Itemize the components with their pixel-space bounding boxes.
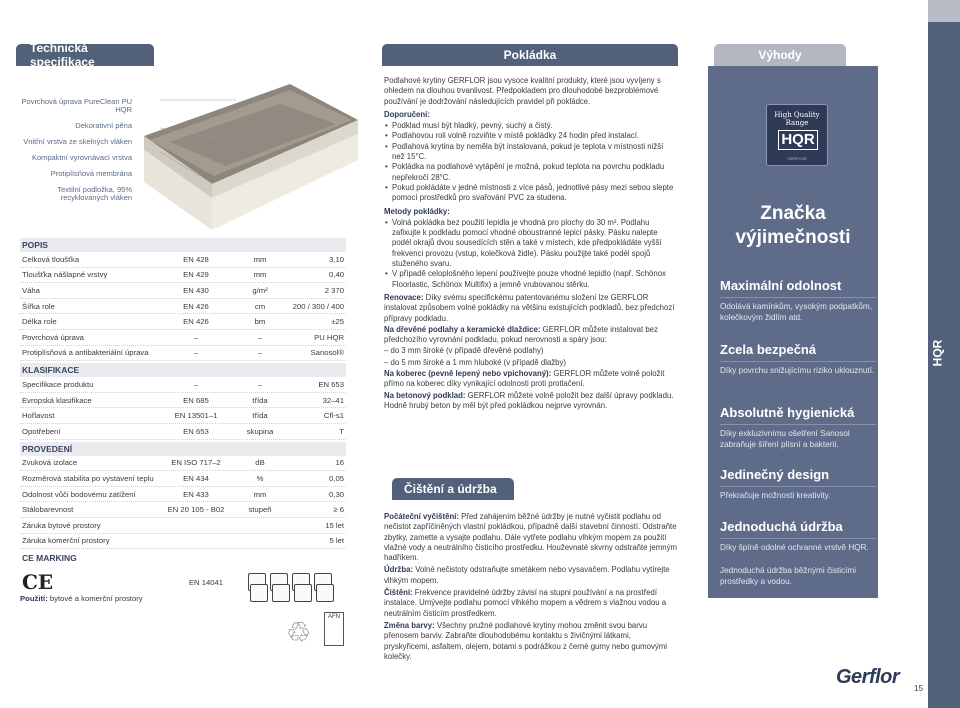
spec-value: ±25 bbox=[331, 317, 344, 327]
inline-label: Na koberec (pevně lepený nebo vpichovaný): bbox=[384, 369, 552, 379]
afnor-icon: AFN bbox=[324, 612, 344, 646]
spec-value: EN 653 bbox=[318, 379, 344, 389]
layer-label: Protiplísňová membrána bbox=[50, 169, 132, 178]
inline-label: Čištění: bbox=[384, 588, 413, 598]
hqr-badge-icon bbox=[766, 104, 828, 166]
cleaning-text bbox=[384, 512, 678, 664]
spec-unit: mm bbox=[253, 489, 267, 499]
inline-label: Údržba: bbox=[384, 565, 414, 575]
benefit-title: Absolutně hygienická bbox=[720, 405, 876, 425]
spec-label: Povrchová úprava bbox=[22, 332, 84, 342]
benefit-desc: Díky špíně odolné ochranné vrstvě HQR. bbox=[720, 543, 869, 552]
stairs-icon bbox=[294, 584, 312, 602]
spec-label: Šířka role bbox=[22, 301, 55, 311]
spec-unit: cm bbox=[254, 301, 266, 311]
installation-text bbox=[384, 76, 678, 412]
benefit-item bbox=[720, 566, 876, 587]
layer-label: Vnitřní vrstva ze skelných vláken bbox=[23, 137, 132, 146]
gerflor-logo: Gerflor bbox=[836, 666, 900, 688]
spec-row bbox=[20, 408, 346, 424]
spec-row bbox=[20, 252, 346, 268]
layer-label: Kompaktní vyrovnávací vrstva bbox=[31, 153, 132, 162]
brand-slogan: Značka výjimečnosti bbox=[735, 203, 851, 248]
spec-row bbox=[20, 314, 346, 330]
spec-standard: EN 430 bbox=[183, 285, 209, 295]
spec-standard: EN 426 bbox=[183, 317, 209, 327]
section-title: PROVEDENÍ bbox=[20, 442, 346, 456]
ce-standard: EN 14041 bbox=[188, 577, 224, 587]
benefit-desc: Odolává kamínkům, vysokým podpatkům, kolečkovým židlím atd. bbox=[720, 302, 872, 322]
spec-unit: – bbox=[257, 379, 263, 389]
list-item: • Podlahová krytina by neměla být instalovaná, pokud je teplota v místnosti nižší než 15°C. bbox=[384, 142, 678, 163]
spec-label: Odolnost vůči bodovému zatížení bbox=[22, 489, 136, 499]
benefit-item bbox=[720, 405, 876, 450]
recommendation-title: Doporučení: bbox=[384, 109, 430, 119]
spec-value: ≥ 6 bbox=[333, 505, 344, 515]
page-number: 15 bbox=[914, 684, 923, 693]
list-item: • Podlahovou roli volně rozviňte v místě pokládky 24 hodin před instalací. bbox=[384, 131, 678, 141]
commercial-icon bbox=[272, 584, 290, 602]
spec-unit: mm bbox=[253, 270, 267, 280]
benefit-item bbox=[720, 278, 876, 323]
spec-row bbox=[20, 346, 346, 362]
spec-label: Váha bbox=[22, 285, 40, 295]
tab-benefits: Výhody bbox=[714, 44, 846, 66]
spec-label: Záruka bytové prostory bbox=[22, 520, 101, 530]
spec-row bbox=[20, 534, 346, 550]
paragraph: Před zahájením běžné údržby je nutné vyčistit podlahu od nečistot zapříčiněných vlastní pokládkou, případně další stavební činností. Odstraňte zbytky, zamette a vysajte podlahu. Dále vytřete podlahu vlhkým mopem za použití vlažné vody a neutrálního čisticího prostředku. Houževnaté skvrny odstraňte jemným hadříkem. bbox=[384, 512, 677, 563]
spec-value: 16 bbox=[335, 458, 344, 468]
spec-unit: g/m² bbox=[252, 285, 268, 295]
spec-label: Zvuková izolace bbox=[22, 458, 78, 468]
spec-unit: bm bbox=[254, 317, 266, 327]
list-item: • Podklad musí být hladký, pevný, suchý a čistý. bbox=[384, 121, 678, 131]
spec-unit: dB bbox=[255, 458, 265, 468]
methods-title: Metody pokládky: bbox=[384, 206, 450, 216]
spec-value: 32–41 bbox=[322, 395, 344, 405]
benefit-item bbox=[720, 519, 876, 554]
tab-installation: Pokládka bbox=[382, 44, 678, 66]
side-stripe-top bbox=[928, 0, 960, 22]
spec-unit: – bbox=[257, 332, 263, 342]
spec-label: Specifikace produktu bbox=[22, 379, 94, 389]
spec-standard: – bbox=[193, 379, 199, 389]
spec-value: 200 / 300 / 400 bbox=[292, 301, 344, 311]
spec-standard: EN 13501–1 bbox=[174, 411, 218, 421]
spec-label: Evropská klasifikace bbox=[22, 395, 92, 405]
ce-mark: CE bbox=[22, 570, 54, 595]
badge-sub: GERFLOR bbox=[787, 156, 807, 161]
list-item: • Volná pokládka bez použití lepidla je vhodná pro plochy do 30 m². Podlahu zafixujte k podkladu pomocí vhodné oboustranné lepicí pásky. Pásku nalepte podél okrajů dvou sousedících stěn a také v místech, kde předpokládáte vyšší frekvenci provozu (vstup, kolečková židle). Pásku použijte také podél spojů stuženého svaru. bbox=[384, 218, 678, 269]
spec-value: PU HQR bbox=[314, 332, 344, 342]
spec-value: 0,40 bbox=[329, 270, 344, 280]
paragraph: – do 5 mm široké a 1 mm hluboké (v případě dlažby) bbox=[384, 357, 567, 367]
spec-label: Protiplísňová a antibakteriální úprava bbox=[22, 348, 149, 358]
layer-labels bbox=[20, 98, 132, 210]
residential-icon bbox=[250, 584, 268, 602]
side-stripe-label: HQR bbox=[930, 339, 945, 367]
spec-standard: EN 20 105 - B02 bbox=[167, 505, 225, 515]
usage-text: bytové a komerční prostory bbox=[49, 594, 143, 603]
inline-label: Na betonový podklad: bbox=[384, 390, 466, 400]
layer-label: Povrchová úprava PureClean PU HQR bbox=[21, 97, 132, 114]
layer-label: Dekorativní pěna bbox=[75, 121, 132, 130]
spec-row bbox=[20, 424, 346, 440]
spec-standard: EN ISO 717–2 bbox=[171, 458, 221, 468]
spec-value: 0,05 bbox=[329, 473, 344, 483]
floor-layers-image bbox=[140, 80, 362, 236]
spec-unit: stupeň bbox=[248, 505, 272, 515]
inline-label: Na dřevěné podlahy a keramické dlaždice: bbox=[384, 324, 541, 334]
paragraph: Volné nečistoty odstraňujte smetákem nebo vysavačem. Podlahu vytírejte vlhkým mopem. bbox=[384, 565, 670, 585]
spec-value: 3,10 bbox=[329, 254, 344, 264]
benefit-desc: Díky exkluzivnímu ošetření Sanosol zabraňuje šíření plísní a bakterií. bbox=[720, 429, 850, 449]
benefit-title: Jedinečný design bbox=[720, 467, 876, 487]
paragraph: Díky svému specifickému patentovanému složení lze GERFLOR instalovat způsobem volné pokládky na většinu existujících podkladů, bez předchozí přípravy podkladu. bbox=[384, 292, 675, 323]
spec-row bbox=[20, 377, 346, 393]
cleaning-header: Čištění a údržba bbox=[392, 478, 514, 500]
list-item: • Pokud pokládáte v jedné místnosti z více pásů, jednotlivé pásy mezi sebou slepte pomocí prostředků pro svařování PVC za studena. bbox=[384, 183, 678, 204]
spec-row bbox=[20, 487, 346, 503]
spec-label: Opotřebení bbox=[22, 426, 61, 436]
spec-label: Hořlavost bbox=[22, 411, 55, 421]
heating-icon bbox=[316, 584, 334, 602]
paragraph: GERFLOR můžete volně položit přímo na koberec díky vynikající odolnosti proti protlačení. bbox=[384, 369, 665, 389]
benefit-title: Jednoduchá údržba bbox=[720, 519, 876, 539]
list-item: • V případě celoplošného lepení používejte pouze vhodné lepidlo (např. Schönox Floorlastic, Schönox Multifix) a jemně vrubovanou stěrku. bbox=[384, 269, 678, 290]
spec-row bbox=[20, 518, 346, 534]
spec-table bbox=[20, 236, 346, 595]
spec-row bbox=[20, 330, 346, 346]
paragraph: Frekvence pravidelné údržby závisí na stupni používání a na prostředí instalace. Umývejte podlahu pomocí vlhkého mopem a vědrem s vlažnou vodou a neutrálním čisticím prostředkem. bbox=[384, 588, 667, 618]
paragraph: – do 3 mm široké (v případě dřevěné podlahy) bbox=[384, 346, 544, 356]
spec-label: Tloušťka nášlapné vrstvy bbox=[22, 270, 108, 280]
spec-standard: EN 428 bbox=[183, 254, 209, 264]
spec-label: Délka role bbox=[22, 317, 57, 327]
spec-value: 0,30 bbox=[329, 489, 344, 499]
spec-label: Záruka komerční prostory bbox=[22, 536, 110, 546]
inline-label: Změna barvy: bbox=[384, 620, 435, 630]
spec-value: 2 370 bbox=[324, 285, 344, 295]
inline-label: Renovace: bbox=[384, 292, 424, 302]
spec-unit: % bbox=[256, 473, 264, 483]
spec-row bbox=[20, 502, 346, 518]
benefit-desc: Jednoduchá údržba běžnými čisticími prostředky a vodou. bbox=[720, 566, 857, 586]
spec-value: Sanosol® bbox=[310, 348, 344, 358]
spec-unit: třída bbox=[252, 411, 268, 421]
layer-label: Textilní podložka, 95% recyklovaných vláken bbox=[57, 185, 132, 202]
spec-value: 5 let bbox=[329, 536, 344, 546]
spec-standard: EN 434 bbox=[183, 473, 209, 483]
badge-logo: HQR bbox=[778, 130, 818, 150]
spec-row bbox=[20, 268, 346, 284]
spec-standard: – bbox=[193, 348, 199, 358]
spec-unit: mm bbox=[253, 254, 267, 264]
spec-row bbox=[20, 283, 346, 299]
badge-title: High Quality Range bbox=[774, 111, 820, 127]
spec-unit: třída bbox=[252, 395, 268, 405]
install-intro: Podlahové krytiny GERFLOR jsou vysoce kvalitní produkty, které jsou vyvíjeny s ohledem na dlouhou trvanlivost. Předpokladem pro dlouhodobé bezproblémové používání je dodržování následujících pravidel při pokládce. bbox=[384, 76, 661, 106]
paragraph: GERFLOR můžete instalovat bez předchozího vyrovnání podkladu, pokud nerovnosti a spáry jsou: bbox=[384, 324, 658, 345]
spec-label: Stálobarevnost bbox=[22, 505, 74, 515]
spec-standard: EN 653 bbox=[183, 426, 209, 436]
spec-row bbox=[20, 456, 346, 472]
paragraph: GERFLOR můžete volně položit bez další úpravy podkladu. Hodně hrubý beton by měl být před pokládkou nejprve vyrovnán. bbox=[384, 390, 674, 410]
spec-value: 15 let bbox=[325, 520, 344, 530]
spec-label: Rozměrová stabilita po vystavení teplu bbox=[22, 473, 154, 483]
benefit-desc: Překračuje možnosti kreativity. bbox=[720, 491, 831, 500]
section-title: KLASIFIKACE bbox=[20, 363, 346, 377]
benefit-item bbox=[720, 342, 876, 377]
spec-row bbox=[20, 299, 346, 315]
tab-technical-spec: Technická specifikace bbox=[16, 44, 154, 66]
spec-value: Cfl-s1 bbox=[323, 411, 344, 421]
spec-unit: skupina bbox=[246, 426, 274, 436]
benefit-item bbox=[720, 467, 876, 502]
spec-unit: – bbox=[257, 348, 263, 358]
spec-row bbox=[20, 393, 346, 409]
spec-standard: – bbox=[193, 332, 199, 342]
spec-standard: EN 685 bbox=[183, 395, 209, 405]
recycle-icon: ♲ bbox=[286, 617, 312, 648]
spec-standard: EN 429 bbox=[183, 270, 209, 280]
benefit-title: Zcela bezpečná bbox=[720, 342, 876, 362]
spec-label: Celková tloušťka bbox=[22, 254, 80, 264]
section-title: CE MARKING bbox=[22, 553, 77, 564]
list-item: • Pokládka na podlahové vytápění je možná, pokud teplota na povrchu podkladu nepřekročí 28°C. bbox=[384, 162, 678, 183]
paragraph: Všechny pružné podlahové krytiny mohou změnit svou barvu přenosem barviv. Zabraňte dlouhodobému kontaktu s živičnými látkami, pryskyřicemi, asfaltem, olejem, botami s podrážkou z černé gumy nebo gumovými kolečky. bbox=[384, 620, 667, 661]
inline-label: Počáteční vyčištění: bbox=[384, 512, 459, 521]
usage bbox=[20, 594, 143, 603]
spec-standard: EN 433 bbox=[183, 489, 209, 499]
spec-value: T bbox=[339, 426, 344, 436]
section-title: POPIS bbox=[20, 238, 346, 252]
spec-row bbox=[20, 471, 346, 487]
spec-standard: EN 426 bbox=[183, 301, 209, 311]
benefit-desc: Díky povrchu snižujícímu riziko uklouznutí. bbox=[720, 366, 875, 375]
benefit-title: Maximální odolnost bbox=[720, 278, 876, 298]
usage-label: Použití: bbox=[20, 594, 48, 603]
